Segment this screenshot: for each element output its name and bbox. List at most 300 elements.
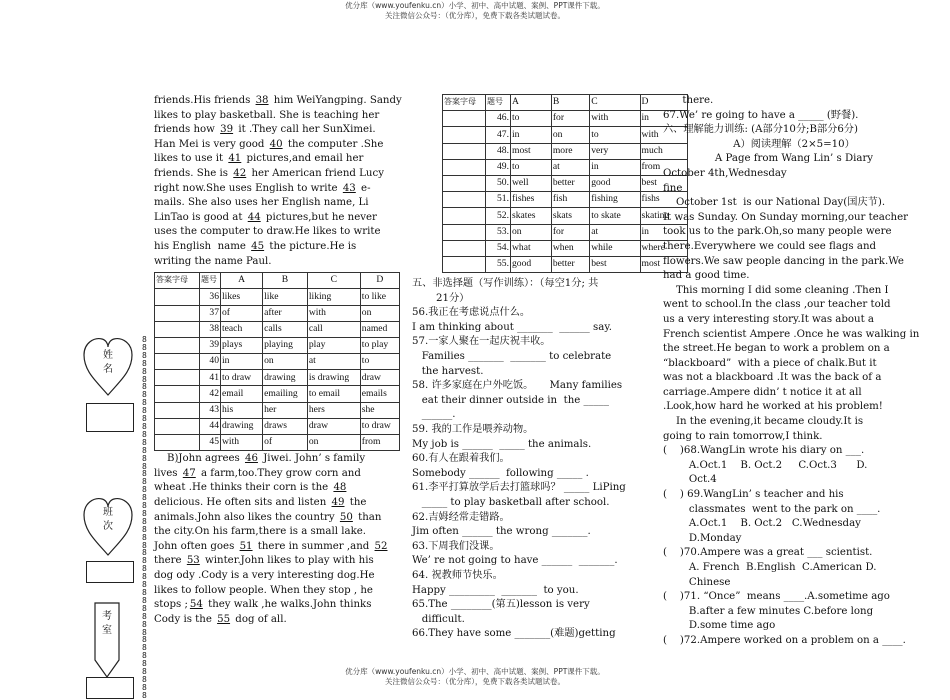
reading-line: D.some time ago	[663, 620, 776, 632]
passage-line	[154, 123, 404, 138]
line-text: there	[154, 555, 185, 567]
line-text: the picture.He is	[266, 240, 357, 252]
answer-cell[interactable]	[155, 370, 200, 386]
table-row	[155, 289, 400, 305]
line-text: B)John agrees	[154, 453, 243, 465]
question-number: 40	[200, 354, 221, 370]
exercise-line: _____ to play basketball after school.	[412, 496, 610, 508]
reading-line: the street.He began to work a problem on a	[663, 343, 890, 355]
table-row	[155, 370, 400, 386]
reading-line: A）阅读理解（2×5=10）	[733, 138, 855, 150]
exercise-line: 57.一家人聚在一起庆祝丰收。	[412, 336, 551, 348]
passage-line	[154, 584, 404, 599]
question-number: 37	[200, 305, 221, 321]
header-number: 题号	[486, 95, 511, 111]
reading-line: A Page from Wang Lin’ s Diary	[714, 153, 874, 165]
option-cell: best	[590, 256, 640, 272]
blank-number[interactable]: 49	[331, 496, 345, 508]
reading-line: Chinese	[663, 576, 731, 588]
passage-line	[154, 496, 404, 511]
question-number: 45	[200, 435, 221, 451]
exercise-line: eat their dinner outside in the _____	[412, 394, 609, 406]
exercise-line: 61.李平打算放学后去打篮球吗？ _____ LiPing	[412, 482, 626, 494]
exercise-line: 63.下周我们没课。	[412, 540, 500, 552]
line-text: e-	[357, 182, 371, 194]
question-number: 55.	[486, 256, 511, 272]
header-answer: 答案字母	[443, 95, 486, 111]
option-cell: draw	[307, 418, 360, 434]
passage-line	[154, 540, 404, 555]
passage-line	[154, 569, 404, 584]
exercise-line: the harvest.	[412, 365, 484, 377]
table-row	[155, 418, 400, 434]
reading-section	[663, 94, 925, 649]
table-row	[443, 256, 688, 272]
option-cell: in	[640, 224, 687, 240]
question-number: 52.	[486, 208, 511, 224]
reading-line: took us to the park.Oh,so many people were	[663, 226, 892, 238]
passage-line	[154, 167, 404, 182]
option-cell: with	[640, 127, 687, 143]
line-text: there in summer ,and	[254, 540, 373, 552]
reading-line: classmates went to the park on ____.	[663, 503, 881, 515]
option-cell: on	[360, 305, 399, 321]
option-cell: drawing	[263, 370, 308, 386]
option-cell: she	[360, 402, 399, 418]
header-a: A	[511, 95, 552, 111]
passage-line	[154, 182, 404, 197]
option-cell: playing	[263, 337, 308, 353]
reading-line: French scientist Ampere .Once he was walking in	[663, 328, 920, 340]
question-number: 50.	[486, 175, 511, 191]
blank-number[interactable]: 52	[374, 540, 388, 552]
passage-line	[154, 467, 404, 482]
option-cell: with	[307, 305, 360, 321]
blank-number[interactable]: 38	[255, 95, 269, 106]
option-cell: from	[360, 435, 399, 451]
table-row	[443, 208, 688, 224]
passage-line	[154, 138, 404, 153]
line-text: pictures,and email her	[243, 153, 364, 165]
option-cell: in	[590, 159, 640, 175]
answer-cell[interactable]	[443, 127, 486, 143]
reading-line: us a very interesting story.It was about a	[663, 313, 875, 325]
reading-line: A. French B.English C.American D.	[663, 562, 877, 573]
option-cell: of	[263, 435, 308, 451]
header-b: B	[551, 95, 589, 111]
option-cell: better	[551, 175, 589, 191]
answer-cell[interactable]	[155, 386, 200, 402]
option-cell: named	[360, 321, 399, 337]
line-text: writing the name Paul.	[154, 255, 272, 267]
option-cell: teach	[221, 321, 263, 337]
table-row	[443, 159, 688, 175]
option-cell: best	[640, 175, 687, 191]
header-a: A	[221, 273, 263, 289]
option-cell: to draw	[221, 370, 263, 386]
blank-number[interactable]: 53	[186, 555, 200, 567]
line-text: friends. She is	[154, 167, 232, 179]
option-cell: on	[551, 127, 589, 143]
footer-line-2: 关注微信公众号：（优分库），免费下载各类试题试卷。	[385, 677, 565, 686]
answer-cell[interactable]	[443, 208, 486, 224]
option-cell: fishs	[640, 192, 687, 208]
option-cell: with	[590, 111, 640, 127]
header-d: D	[360, 273, 399, 289]
line-text: likes to follow people. When they stop , he	[154, 584, 373, 596]
option-cell: much	[640, 143, 687, 159]
header-b: B	[263, 273, 308, 289]
exercise-line: We’ re not going to have ______ _______.	[412, 555, 618, 567]
option-cell: to draw	[360, 418, 399, 434]
option-cell: skats	[551, 208, 589, 224]
option-cell: on	[263, 354, 308, 370]
line-text: wheat .He thinks their corn is the	[154, 482, 332, 494]
option-cell: at	[590, 224, 640, 240]
option-cell: well	[511, 175, 552, 191]
blank-number[interactable]: 40	[269, 138, 283, 150]
option-cell: good	[511, 256, 552, 272]
blank-number[interactable]: 48	[333, 482, 347, 494]
name-input-box[interactable]	[86, 403, 134, 432]
option-cell: fishing	[590, 192, 640, 208]
reading-line: 六、理解能力训练: (A部分10分;B部分6分)	[663, 124, 858, 136]
blank-number[interactable]: 51	[239, 540, 253, 552]
reading-line: was not a blackboard .It was the back of a	[663, 372, 882, 384]
option-cell: to	[511, 111, 552, 127]
reading-line: ( ) 69.WangLin’ s teacher and his	[663, 489, 844, 501]
passage-b	[154, 452, 404, 627]
option-cell: good	[590, 175, 640, 191]
answer-cell[interactable]	[443, 111, 486, 127]
passage-line	[154, 613, 404, 628]
answer-cell[interactable]	[443, 159, 486, 175]
reading-line: ( )71. “Once” means ____.A.sometime ago	[663, 591, 890, 603]
reading-line: A.Oct.1 B. Oct.2 C.Oct.3 D.	[663, 459, 868, 471]
table-row	[443, 127, 688, 143]
header-c: C	[307, 273, 360, 289]
exercise-line: Happy _________ _______ to you.	[412, 584, 579, 596]
line-text: Jiwei. John’ s family	[259, 453, 366, 465]
line-text: delicious. He often sits and listen	[154, 496, 330, 508]
table-row	[443, 192, 688, 208]
question-number: 47.	[486, 127, 511, 143]
line-text: dog ody .Cody is a very interesting dog.He	[154, 569, 375, 581]
exercise-line: 56.我正在考虑说点什么。	[412, 307, 531, 319]
header-line-2: 关注微信公众号：（优分库），免费下载各类试题试卷。	[385, 11, 565, 20]
option-cell: drawing	[221, 418, 263, 434]
option-cell: on	[307, 435, 360, 451]
table-row	[443, 143, 688, 159]
answer-cell[interactable]	[155, 289, 200, 305]
reading-line: going to rain tomorrow,I think.	[663, 430, 823, 442]
reading-line: flowers.We saw people dancing in the park.We	[663, 255, 904, 267]
option-cell: likes	[221, 289, 263, 305]
passage-line	[154, 240, 404, 255]
line-text: friends how	[154, 124, 219, 136]
line-text: her American friend Lucy	[248, 167, 384, 179]
question-number: 38	[200, 321, 221, 337]
exercise-line: I am thinking about _______ ______ say.	[412, 321, 612, 333]
blank-number[interactable]: 42	[233, 167, 247, 179]
passage-line	[154, 554, 404, 569]
header-number: 题号	[200, 273, 221, 289]
option-cell: draw	[360, 370, 399, 386]
option-cell: most	[511, 143, 552, 159]
passage-line	[154, 196, 404, 211]
exercise-line: My job is ______ _____ the animals.	[412, 438, 592, 450]
option-cell: more	[551, 143, 589, 159]
option-cell: is drawing	[307, 370, 360, 386]
header-d: D	[640, 95, 687, 111]
line-text: than	[354, 511, 382, 523]
option-cell: skates	[511, 208, 552, 224]
reading-line: carriage.Ampere didn’ t notice it at all	[663, 386, 862, 398]
reading-line: went to school.In the class ,our teacher told	[663, 299, 891, 311]
blank-number[interactable]: 47	[182, 467, 196, 479]
passage-line	[154, 481, 404, 496]
reading-line: In the evening,it became cloudy.It is	[663, 416, 864, 428]
blank-number[interactable]: 41	[228, 153, 242, 165]
reading-line: there.	[663, 95, 714, 106]
option-cell: from	[640, 159, 687, 175]
blank-number[interactable]: 45	[251, 240, 265, 252]
line-text: lives	[154, 467, 181, 479]
question-number: 36	[200, 289, 221, 305]
reading-line: October 1st is our National Day(国庆节).	[663, 197, 886, 209]
passage-line	[154, 225, 404, 240]
blank-number[interactable]: 55	[217, 613, 231, 625]
reading-line: there.Everywhere we could see flags and	[663, 240, 877, 252]
exercise-line: 62.吉姆经常走错路。	[412, 511, 510, 523]
question-number: 41	[200, 370, 221, 386]
option-cell: fishes	[511, 192, 552, 208]
line-text: Han Mei is very good	[154, 138, 268, 150]
column-1	[154, 94, 404, 627]
page-footer	[0, 667, 950, 687]
footer-line-1: 优分库（www.youfenku.cn）小学、初中、高中试题、案例、PPT课件下载。	[345, 667, 605, 676]
line-text: mails. She also uses her English name, Li	[154, 197, 369, 209]
answer-cell[interactable]	[155, 435, 200, 451]
table-row	[443, 240, 688, 256]
answer-table-2	[442, 94, 688, 273]
blank-number[interactable]: 46	[244, 453, 258, 465]
answer-cell[interactable]	[155, 337, 200, 353]
option-cell: play	[307, 337, 360, 353]
header-answer: 答案字母	[155, 273, 200, 289]
binding-dotted-line: 8888888888888888888888888888888888888888888888	[142, 335, 147, 700]
option-cell: while	[590, 240, 640, 256]
answer-cell[interactable]	[155, 402, 200, 418]
option-cell: better	[551, 256, 589, 272]
option-cell: emails	[360, 386, 399, 402]
reading-line: ( )68.WangLin wrote his diary on ___.	[663, 445, 865, 457]
option-cell: in	[640, 111, 687, 127]
option-cell: very	[590, 143, 640, 159]
line-text: it .They call her SunXimei.	[235, 124, 376, 136]
exercise-line: 65.The ________(第五)lesson is very	[412, 599, 590, 611]
table-row	[155, 305, 400, 321]
option-cell: for	[551, 224, 589, 240]
room-label: 考室	[102, 611, 112, 636]
section5-points: 21分）	[436, 292, 470, 304]
blank-number[interactable]: 54	[189, 599, 203, 611]
answer-cell[interactable]	[443, 192, 486, 208]
line-text: likes to use it	[154, 153, 227, 165]
answer-cell[interactable]	[443, 143, 486, 159]
exercise-line: 58. 许多家庭在户外吃饭。 Many families	[412, 380, 623, 392]
reading-line: B.after a few minutes C.before long	[663, 605, 874, 617]
option-cell: what	[511, 240, 552, 256]
reading-line: October 4th,Wednesday	[663, 167, 787, 179]
line-text: likes to play basketball. She is teaching her	[154, 109, 380, 121]
question-number: 51.	[486, 192, 511, 208]
reading-line: It was Sunday. On Sunday morning,our teacher	[663, 211, 909, 223]
line-text: animals.John also likes the country	[154, 511, 338, 523]
passage-line	[154, 94, 404, 109]
reading-line: ( )72.Ampere worked on a problem on a ____.	[663, 634, 906, 646]
option-cell: in	[511, 127, 552, 143]
line-text: his English name	[154, 240, 250, 252]
option-cell: to like	[360, 289, 399, 305]
option-cell: his	[221, 402, 263, 418]
option-cell: her	[263, 402, 308, 418]
passage-line	[154, 255, 404, 270]
table-row	[443, 224, 688, 240]
line-text: Cody is the	[154, 613, 216, 625]
line-text: winter.John likes to play with his	[201, 555, 374, 567]
line-text: a farm,too.They grow corn and	[197, 467, 361, 479]
exercise-line: Somebody ______ following _____ .	[412, 467, 589, 479]
option-cell: when	[551, 240, 589, 256]
option-cell: after	[263, 305, 308, 321]
option-cell: hers	[307, 402, 360, 418]
passage-a	[154, 94, 404, 269]
passage-line	[154, 109, 404, 124]
question-number: 48.	[486, 143, 511, 159]
line-text: John often goes	[154, 540, 238, 552]
option-cell: to	[360, 354, 399, 370]
reading-line: Oct.4	[663, 474, 717, 486]
table-row	[155, 435, 400, 451]
option-cell: skating	[640, 208, 687, 224]
question-number: 46.	[486, 111, 511, 127]
header-c: C	[590, 95, 640, 111]
reading-line: .Look,how hard he worked at his problem!	[663, 401, 883, 413]
option-cell: to	[511, 159, 552, 175]
answer-cell[interactable]	[155, 418, 200, 434]
question-number: 54.	[486, 240, 511, 256]
option-cell: where	[640, 240, 687, 256]
reading-line: D.Monday	[663, 532, 742, 544]
table-row	[155, 386, 400, 402]
table-header-row	[443, 95, 688, 111]
answer-cell[interactable]	[443, 175, 486, 191]
line-text: stops ;	[154, 599, 188, 611]
line-text: the city.On his farm,there is a small lake.	[154, 526, 367, 538]
page-header	[0, 1, 950, 21]
option-cell: call	[307, 321, 360, 337]
reading-line: had a good time.	[663, 270, 750, 282]
blank-number[interactable]: 50	[339, 511, 353, 523]
answer-table-1	[154, 272, 400, 451]
answer-cell[interactable]	[443, 256, 486, 272]
class-input-box[interactable]	[86, 561, 134, 583]
option-cell: in	[221, 354, 263, 370]
exercise-line: Families _______ _______ to celebrate	[412, 351, 612, 363]
passage-line	[154, 511, 404, 526]
answer-cell[interactable]	[155, 321, 200, 337]
line-text: LinTao is good at	[154, 211, 246, 223]
option-cell: email	[221, 386, 263, 402]
option-cell: to play	[360, 337, 399, 353]
exercise-line: Jim often ______ the wrong _______.	[412, 526, 591, 538]
line-text: right now.She uses English to write	[154, 182, 341, 194]
reading-line: A.Oct.1 B. Oct.2 C.Wednesday	[663, 518, 861, 530]
question-number: 53.	[486, 224, 511, 240]
exercise-line: 66.They have some _______(难题)getting	[412, 628, 616, 640]
option-cell: on	[511, 224, 552, 240]
blank-number[interactable]: 44	[247, 211, 261, 223]
exercise-line: 59. 我的工作是喂养动物。	[412, 424, 534, 435]
line-text: the	[346, 496, 367, 508]
option-cell: to skate	[590, 208, 640, 224]
answer-cell[interactable]	[155, 305, 200, 321]
table-row	[155, 354, 400, 370]
passage-line	[154, 525, 404, 540]
exercise-line: ______.	[412, 409, 456, 421]
option-cell: of	[221, 305, 263, 321]
answer-cell[interactable]	[443, 240, 486, 256]
column-2	[412, 94, 670, 642]
option-cell: to email	[307, 386, 360, 402]
option-cell: at	[551, 159, 589, 175]
table-header-row	[155, 273, 400, 289]
answer-cell[interactable]	[155, 354, 200, 370]
answer-cell[interactable]	[443, 224, 486, 240]
blank-number[interactable]: 39	[220, 124, 234, 136]
passage-line	[154, 152, 404, 167]
reading-line: fine	[663, 182, 683, 194]
reading-line: This morning I did some cleaning .Then I	[663, 284, 889, 296]
passage-line	[154, 452, 404, 467]
exercise-line: difficult.	[412, 613, 465, 625]
name-label: 姓名	[103, 350, 113, 375]
reading-line: 67.We’ re going to have a _____ (野餐).	[663, 109, 859, 121]
line-text: him WeiYangping. Sandy	[270, 95, 402, 106]
option-cell: at	[307, 354, 360, 370]
blank-number[interactable]: 43	[342, 182, 356, 194]
reading-line: “blackboard” with a piece of chalk.But it	[663, 357, 877, 369]
line-text: pictures,but he never	[262, 211, 377, 223]
header-line-1: 优分库（www.youfenku.cn）小学、初中、高中试题、案例、PPT课件下载。	[345, 1, 605, 10]
question-number: 44	[200, 418, 221, 434]
option-cell: emailing	[263, 386, 308, 402]
option-cell: like	[263, 289, 308, 305]
table-row	[155, 337, 400, 353]
option-cell: most	[640, 256, 687, 272]
exercise-line: 60.有人在跟着我们。	[412, 453, 510, 465]
option-cell: with	[221, 435, 263, 451]
question-number: 49.	[486, 159, 511, 175]
reading-line: ( )70.Ampere was a great ___ scientist.	[663, 547, 873, 559]
writing-exercise-list	[412, 306, 662, 642]
section5-title: 五、非选择题（写作训练）：（每空1分; 共	[412, 278, 599, 290]
table-row	[155, 402, 400, 418]
question-number: 42	[200, 386, 221, 402]
line-text: the computer .She	[284, 138, 384, 150]
table-row	[155, 321, 400, 337]
